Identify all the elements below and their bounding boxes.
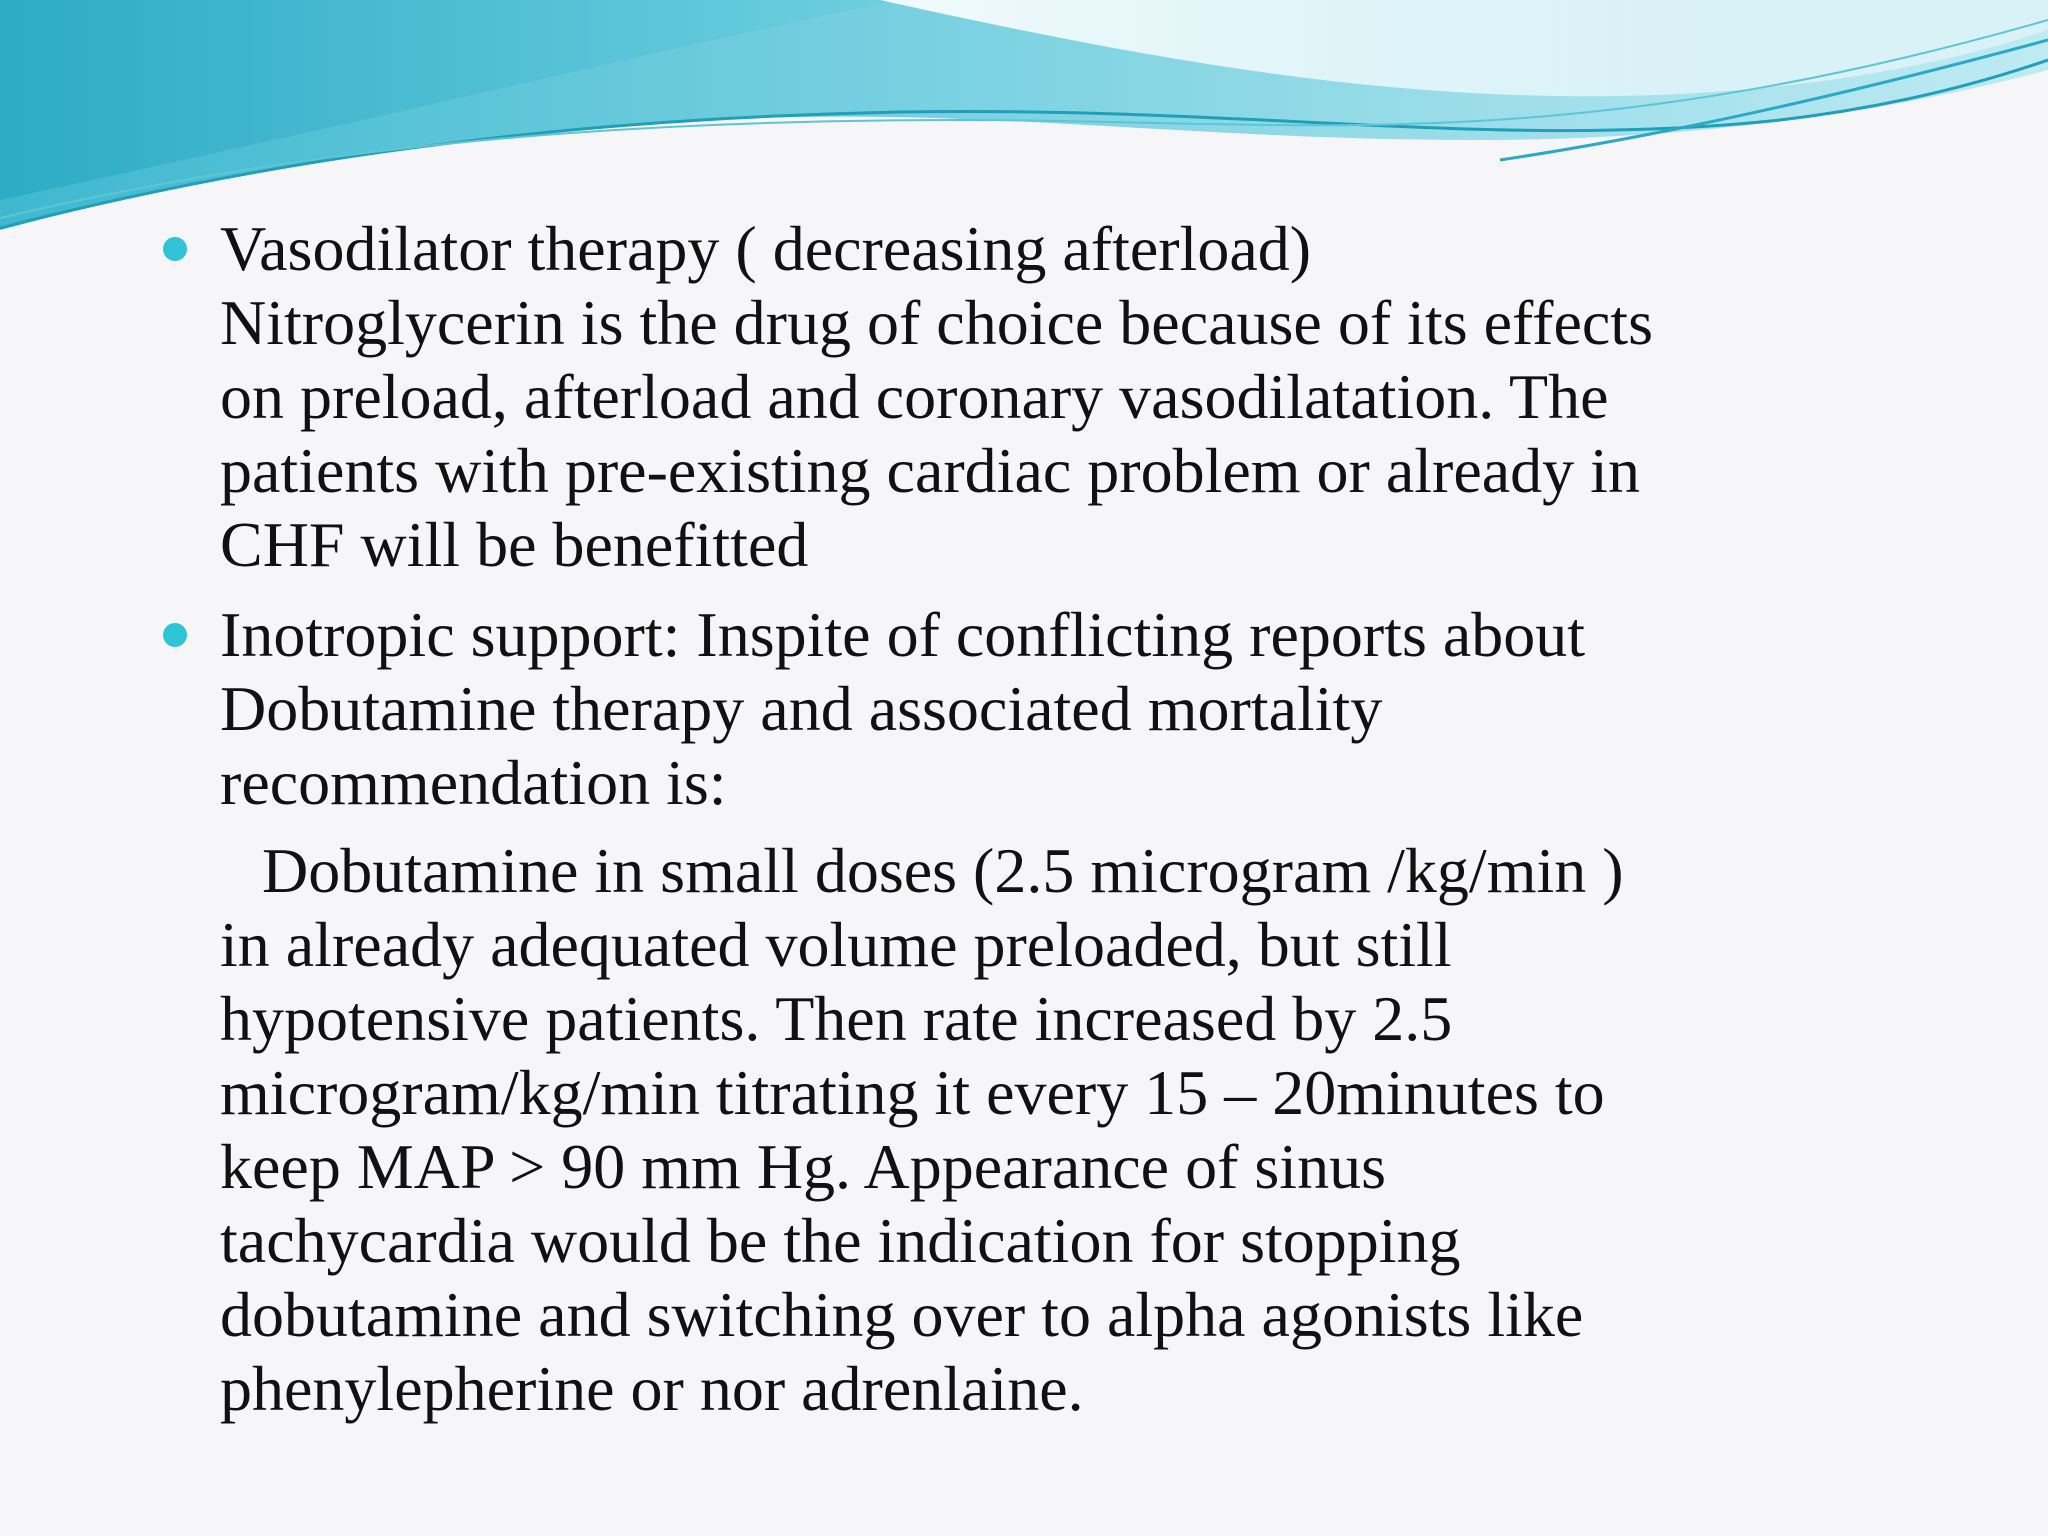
bullet-line: patients with pre-existing cardiac problem or already in: [220, 435, 1640, 506]
bullet-line: Nitroglycerin is the drug of choice because of its effects: [220, 287, 1653, 358]
bullet-item-vasodilator: [160, 212, 1900, 582]
paragraph-line: in already adequated volume preloaded, but still: [220, 909, 1452, 980]
bullet-line: recommendation is:: [220, 747, 727, 818]
paragraph-line: hypotensive patients. Then rate increased by 2.5: [220, 983, 1453, 1054]
paragraph-line: keep MAP > 90 mm Hg. Appearance of sinus: [220, 1131, 1386, 1202]
bullet-dot-icon: [163, 237, 187, 261]
bullet-line: Dobutamine therapy and associated mortality: [220, 673, 1383, 744]
paragraph-line: tachycardia would be the indication for stopping: [220, 1205, 1461, 1276]
bullet-dot-icon: [163, 623, 187, 647]
paragraph-line: Dobutamine in small doses (2.5 microgram /kg/min ): [262, 835, 1624, 906]
paragraph-line: microgram/kg/min titrating it every 15 – 20minutes to: [220, 1057, 1605, 1128]
bullet-line: on preload, afterload and coronary vasodilatation. The: [220, 361, 1609, 432]
bullet-line: Vasodilator therapy ( decreasing afterload): [220, 213, 1312, 284]
dobutamine-paragraph: [160, 834, 1900, 1426]
slide-content: [160, 212, 1900, 1426]
bullet-item-inotropic: [160, 598, 1900, 820]
wave-header-decoration: [0, 0, 2048, 240]
bullet-line: Inotropic support: Inspite of conflicting reports about: [220, 599, 1586, 670]
bullet-line: CHF will be benefitted: [220, 509, 809, 580]
paragraph-line: phenylepherine or nor adrenlaine.: [220, 1353, 1084, 1424]
paragraph-line: dobutamine and switching over to alpha agonists like: [220, 1279, 1584, 1350]
